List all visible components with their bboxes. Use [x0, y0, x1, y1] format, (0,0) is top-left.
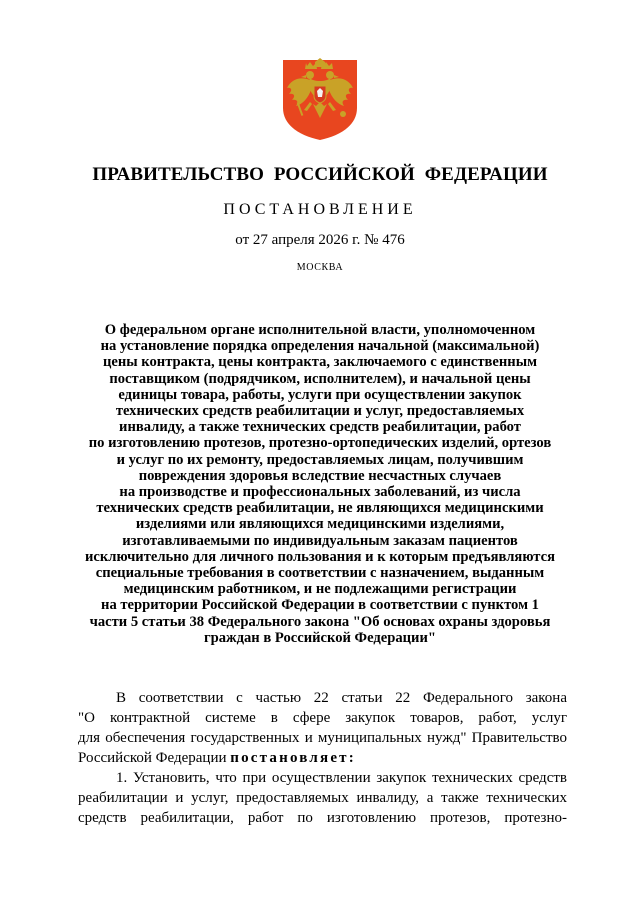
heading-line: по изготовлению протезов, протезно-ортопедических изделий, ортезов: [88, 435, 552, 452]
body-line: [78, 748, 567, 768]
heading-line: медицинским работником, и не подлежащими регистрации: [123, 581, 517, 598]
heading-line: на производстве и профессиональных заболеваний, из числа: [119, 484, 521, 501]
heading-line: повреждения здоровья вследствие несчастных случаев: [138, 467, 502, 484]
body-line: "О контрактной системе в сфере закупок товаров, работ, услуг: [78, 710, 567, 726]
document-city: МОСКВА: [296, 262, 344, 273]
heading-line: и услуг по их ремонту, предоставляемых лицам, получившим: [116, 451, 524, 468]
heading-line: изделиями или являющихся медицинскими изделиями,: [135, 516, 505, 533]
heading-line: поставщиком (подрядчиком, исполнителем), и начальной цены: [109, 370, 531, 387]
body-line: для обеспечения государственных и муниципальных нужд" Правительство: [78, 730, 567, 746]
heading-line: инвалиду, а также технических средств реабилитации, работ: [119, 419, 521, 436]
heading-line: граждан в Российской Федерации": [204, 629, 436, 646]
heading-line: специальные требования в соответствии с назначением, выданным: [95, 565, 545, 582]
heading-line: исключительно для личного пользования и к которым предъявляются: [85, 548, 555, 565]
heading-line: О федеральном органе исполнительной власти, уполномоченном: [104, 322, 536, 338]
body-line: В соответствии с частью 22 статьи 22 Федерального закона: [116, 690, 567, 706]
heading-line: технических средств реабилитации, не являющихся медицинскими: [96, 500, 544, 517]
heading-line: части 5 статьи 38 Федерального закона "Об основах охраны здоровья: [89, 613, 551, 630]
document-heading: [60, 322, 580, 646]
heading-line: цены контракта, цены контракта, заключаемого с единственным: [102, 354, 538, 371]
heading-line: на установление порядка определения начальной (максимальной): [100, 338, 540, 355]
decree-word: постановляет: [230, 750, 349, 766]
document-body: [78, 688, 567, 828]
heading-line: технических средств реабилитации и услуг, предоставляемых: [115, 403, 525, 420]
body-line: 1. Установить, что при осуществлении закупок технических средств: [116, 770, 567, 786]
document-date-number: от 27 апреля 2026 г. № 476: [235, 232, 405, 248]
heading-line: единицы товара, работы, услуги при осуществлении закупок: [118, 386, 522, 403]
heading-line: на территории Российской Федерации в соответствии с пунктом 1: [101, 597, 539, 614]
coat-of-arms-icon: [277, 56, 363, 142]
body-line: реабилитации и услуг, предоставляемых инвалиду, а также технических: [78, 790, 567, 806]
document-type: ПОСТАНОВЛЕНИЕ: [223, 201, 417, 218]
heading-line: изготавливаемыми по индивидуальным заказам пациентов: [122, 532, 518, 549]
body-line: средств реабилитации, работ по изготовлению протезов, протезно-: [78, 810, 567, 826]
government-title: ПРАВИТЕЛЬСТВО РОССИЙСКОЙ ФЕДЕРАЦИИ: [92, 164, 548, 185]
body-line-prefix: Российской Федерации: [78, 750, 227, 766]
decree-colon: :: [348, 750, 356, 766]
